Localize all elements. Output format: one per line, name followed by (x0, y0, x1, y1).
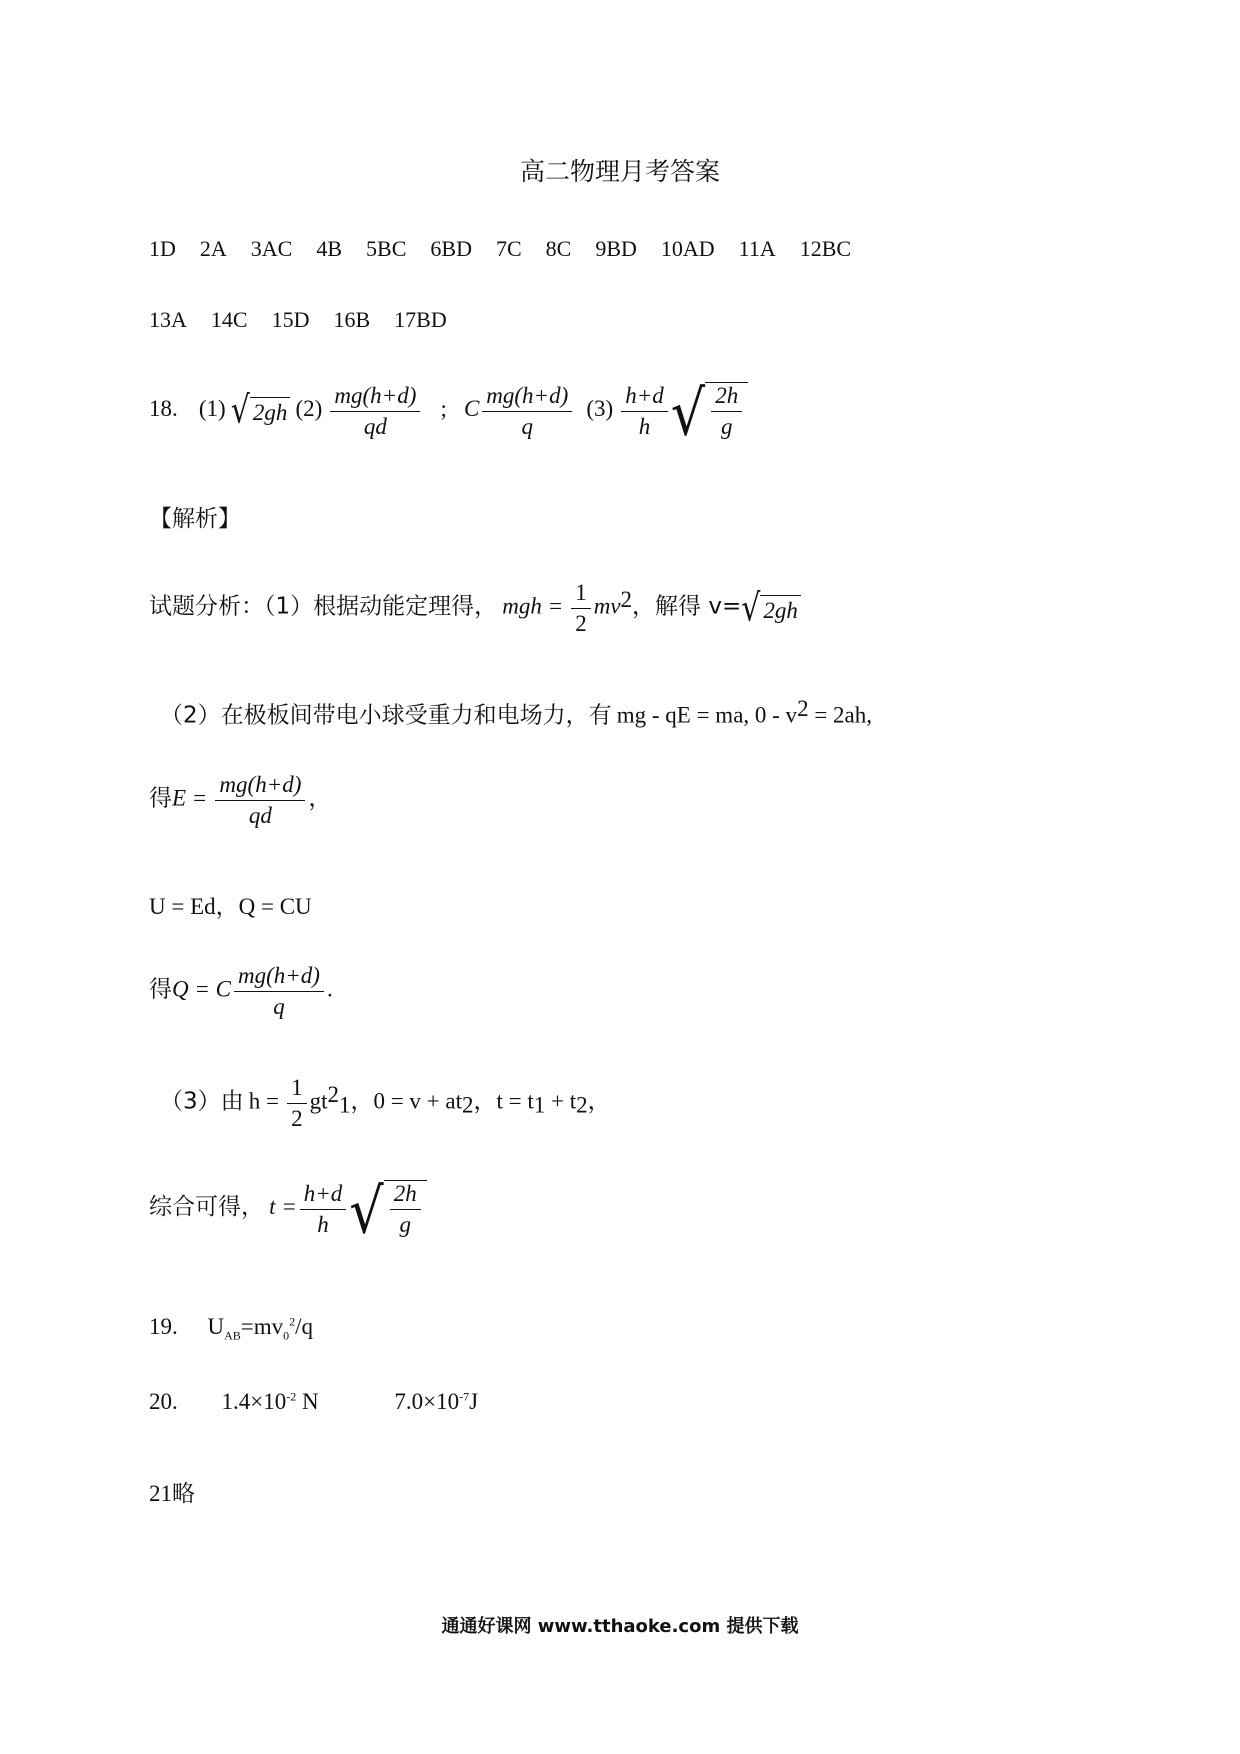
subscript: 1 (533, 1092, 546, 1118)
math-text: = 2ah, (808, 702, 872, 728)
q18-part1-label: (1) (198, 395, 226, 421)
math-text: =mv (240, 1314, 284, 1339)
answer-item: 6BD (430, 236, 472, 261)
answer-item: 16B (333, 307, 371, 332)
q18-number: 18. (149, 395, 178, 421)
step-7 (149, 1175, 427, 1248)
fraction-E (330, 383, 420, 441)
math-text: 1.4×10 (221, 1389, 287, 1414)
page-title: 高二物理月考答案 (519, 157, 720, 186)
step-text: （3）由 (160, 1088, 244, 1115)
math-text: mg - qE = ma, 0 - v (616, 702, 798, 728)
math-text: ， (587, 1088, 611, 1114)
step-text: 略 (172, 1481, 195, 1507)
superscript: 2 (797, 696, 809, 721)
frac-den: qd (363, 413, 387, 439)
step-text: ，解得 v= (632, 593, 742, 620)
answer-item: 9BD (595, 236, 637, 261)
footer-source-link[interactable]: 通通好课网 www.tthaoke.com 提供下载 (441, 1616, 799, 1637)
answer-item: 12BC (799, 236, 852, 261)
q21-answer (149, 1475, 195, 1508)
frac-den: g (720, 414, 733, 440)
answer-item: 11A (738, 236, 776, 261)
superscript: -2 (286, 1389, 297, 1404)
math-text: mv (593, 593, 621, 619)
frac-num: mg(h+d) (234, 963, 324, 992)
q19-answer (149, 1314, 313, 1344)
frac-num: 1 (287, 1075, 307, 1104)
separator: ; (440, 395, 447, 421)
answer-item: 1D (149, 236, 176, 261)
math-text: + t (545, 1088, 577, 1114)
step-text: 综合可得， (149, 1193, 264, 1220)
fraction-Q (482, 383, 572, 441)
q18-answer (149, 377, 748, 450)
math-text: 7.0×10 (394, 1389, 460, 1414)
sqrt-body: 2gh (250, 397, 291, 426)
sqrt-2h-over-g: √ $\frac{2h}{g}$ (671, 382, 748, 441)
step-text: . (326, 976, 333, 1002)
q20-number: 20. (149, 1389, 178, 1414)
math-text: J (469, 1389, 479, 1414)
step-text: 得 (149, 785, 172, 812)
step-text: （2）在极板间带电小球受重力和电场力，有 (160, 702, 612, 729)
analysis-heading: 【解析】 (149, 506, 241, 532)
math-text: t = (269, 1193, 297, 1219)
math-text: Q = C (172, 976, 231, 1002)
step-4: U = Ed，Q = CU (149, 894, 312, 919)
subscript: 2 (576, 1092, 588, 1118)
answer-item: 15D (271, 307, 310, 332)
fraction-t (621, 383, 668, 441)
answer-item: 4B (316, 236, 343, 261)
step-2 (160, 696, 872, 729)
step-1 (149, 580, 801, 638)
frac-num: 2h (390, 1181, 421, 1210)
answer-item: 17BD (394, 307, 447, 332)
answer-item: 8C (545, 236, 572, 261)
fraction-E (215, 772, 305, 830)
fraction-half (571, 580, 591, 638)
math-text: N (296, 1389, 319, 1414)
fraction-half (287, 1075, 307, 1133)
frac-den: g (399, 1212, 411, 1238)
q18-part2-label: (2) (295, 395, 323, 421)
step-text: ， (308, 785, 332, 812)
sqrt-2gh: √ 2gh (231, 396, 291, 426)
answer-item: 7C (495, 236, 522, 261)
subscript: 1 (338, 1092, 351, 1118)
superscript: 2 (620, 587, 633, 613)
superscript: 2 (327, 1082, 339, 1108)
frac-den: q (273, 994, 285, 1020)
q18-part3-label: (3) (586, 395, 614, 421)
step-text: 得 (149, 976, 172, 1003)
q19-number: 19. (149, 1314, 178, 1339)
superscript: -7 (459, 1389, 470, 1404)
math-text: /q (295, 1314, 314, 1339)
sqrt-2gh: √ 2gh (741, 594, 801, 624)
sqrt-2h-over-g: √ $\frac{2h}{g}$ (349, 1180, 426, 1239)
frac-den: h (317, 1211, 329, 1237)
step-5 (149, 963, 333, 1021)
answer-item: 10AD (660, 236, 715, 261)
frac-num: h+d (621, 383, 668, 412)
frac-num: 2h (711, 383, 742, 412)
subscript: 2 (462, 1092, 474, 1118)
math-text: h = (248, 1088, 279, 1114)
math-text: ，t = t (473, 1088, 534, 1114)
answer-item: 2A (199, 236, 227, 261)
frac-num: h+d (300, 1181, 347, 1210)
frac-num: 1 (571, 580, 591, 609)
choice-answers-row-2 (149, 307, 471, 333)
step-text: 试题分析：（1）根据动能定理得， (149, 593, 498, 620)
math-text: U (207, 1314, 225, 1339)
frac-den: 2 (575, 611, 587, 637)
answer-item: 5BC (366, 236, 407, 261)
math-text: gt (309, 1088, 328, 1114)
step-6 (160, 1075, 611, 1133)
math-text: ，0 = v + at (350, 1088, 462, 1114)
subscript: 0 (283, 1328, 290, 1343)
superscript: 2 (289, 1314, 296, 1329)
q21-number: 21 (149, 1481, 172, 1506)
sqrt-body: 2gh (760, 595, 801, 624)
frac-num: mg(h+d) (215, 772, 305, 801)
fraction-Q (234, 963, 324, 1021)
answer-item: 14C (210, 307, 248, 332)
fraction-t (300, 1181, 347, 1239)
subscript: AB (224, 1328, 241, 1343)
frac-den: 2 (291, 1106, 303, 1132)
frac-den: q (521, 413, 533, 439)
frac-num: mg(h+d) (330, 383, 420, 412)
choice-answers-row-1 (149, 236, 875, 262)
q20-answer (149, 1389, 478, 1415)
answer-item: 3AC (250, 236, 293, 261)
frac-num: mg(h+d) (482, 383, 572, 412)
math-text: mgh = (502, 593, 564, 619)
math-text: E = (172, 785, 208, 811)
step-3 (149, 772, 331, 830)
frac-den: h (638, 413, 651, 439)
capacitance-C: C (463, 395, 480, 421)
answer-item: 13A (149, 307, 187, 332)
frac-den: qd (248, 803, 272, 829)
